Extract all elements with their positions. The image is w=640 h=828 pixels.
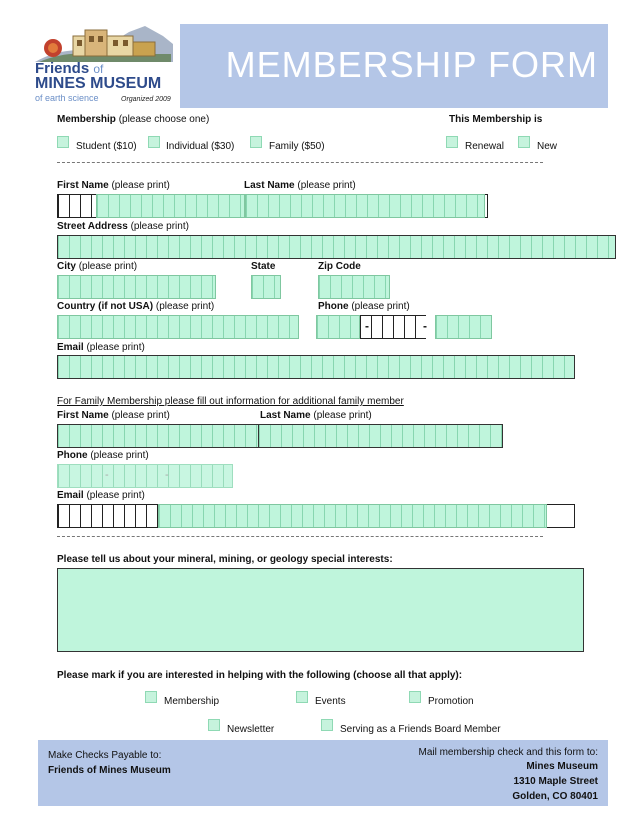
street-input[interactable]	[57, 235, 616, 259]
interests-label: Please tell us about your mineral, mining, or geology special interests:	[57, 554, 393, 565]
checks-label: Make Checks Payable to:	[48, 750, 162, 761]
country-input[interactable]	[57, 315, 299, 339]
membership-label: Membership (please choose one)	[57, 114, 210, 125]
city-input[interactable]	[57, 275, 216, 299]
family-email-input[interactable]	[158, 504, 547, 528]
logo-mines-museum: MINES MUSEUM	[35, 75, 162, 92]
logo-friends: Friends	[35, 60, 90, 77]
family-phone-separator: -	[105, 469, 109, 481]
page-title: MEMBERSHIP FORM	[225, 44, 598, 85]
mail-label: Mail membership check and this form to:	[418, 747, 598, 758]
family-last-name-input[interactable]	[258, 424, 503, 448]
family-last-name-label: Last Name (please print)	[260, 410, 372, 421]
zip-label: Zip Code	[318, 261, 361, 272]
volunteer-membership-checkbox[interactable]	[145, 691, 157, 703]
new-option-label: New	[537, 141, 558, 152]
zip-input[interactable]	[318, 275, 390, 299]
volunteer-label: Please mark if you are interested in helping with the following (choose all that apply):	[57, 670, 463, 681]
renewal-option-label: Renewal	[465, 141, 504, 152]
family-phone-label: Phone (please print)	[57, 450, 149, 461]
logo-of: of	[93, 62, 104, 76]
first-name-input[interactable]	[96, 194, 245, 218]
family-intro: For Family Membership please fill out information for additional family member	[57, 396, 404, 407]
individual-checkbox[interactable]	[148, 136, 160, 148]
volunteer-newsletter-checkbox[interactable]	[208, 719, 220, 731]
family-phone-input[interactable]	[57, 464, 233, 488]
email-input[interactable]	[57, 355, 575, 379]
footer-panel	[38, 740, 608, 806]
name-fields	[57, 194, 488, 218]
phone-prefix-input[interactable]	[382, 315, 426, 339]
phone-line-input[interactable]	[435, 315, 492, 339]
volunteer-promotion-label: Promotion	[428, 696, 474, 707]
country-label: Country (if not USA) (please print)	[57, 301, 215, 312]
individual-option-label: Individual ($30)	[166, 141, 235, 152]
phone-separator: -	[423, 319, 427, 333]
volunteer-membership-label: Membership	[164, 696, 220, 707]
phone-label: Phone (please print)	[318, 301, 410, 312]
volunteer-board-label: Serving as a Friends Board Member	[340, 724, 501, 735]
phone-area-input[interactable]	[316, 315, 360, 339]
family-first-name-input[interactable]	[57, 424, 259, 448]
student-checkbox[interactable]	[57, 136, 69, 148]
membership-status-label: This Membership is	[449, 114, 543, 125]
phone-input-group	[316, 315, 492, 339]
family-email-label: Email (please print)	[57, 490, 145, 501]
family-phone-separator: -	[165, 469, 169, 481]
family-option-label: Family ($50)	[269, 141, 325, 152]
student-option-label: Student ($10)	[76, 141, 137, 152]
family-email-box	[57, 504, 575, 528]
phone-separator: -	[365, 319, 369, 333]
divider	[57, 536, 543, 537]
mail-city: Golden, CO 80401	[512, 791, 598, 802]
logo	[33, 22, 173, 104]
new-checkbox[interactable]	[518, 136, 530, 148]
checks-payee: Friends of Mines Museum	[48, 765, 171, 776]
interests-textarea[interactable]	[57, 568, 584, 652]
state-label: State	[251, 261, 276, 272]
volunteer-promotion-checkbox[interactable]	[409, 691, 421, 703]
email-label: Email (please print)	[57, 342, 145, 353]
street-label: Street Address (please print)	[57, 221, 189, 232]
last-name-input[interactable]	[245, 194, 485, 218]
city-label: City (please print)	[57, 261, 138, 272]
logo-subtitle: of earth science	[35, 93, 99, 103]
volunteer-board-checkbox[interactable]	[321, 719, 333, 731]
logo-organized: Organized 2009	[121, 96, 171, 103]
divider	[57, 162, 543, 163]
renewal-checkbox[interactable]	[446, 136, 458, 148]
header-banner	[180, 24, 608, 108]
state-input[interactable]	[251, 275, 281, 299]
museum-building-icon	[33, 22, 173, 64]
mail-street: 1310 Maple Street	[513, 776, 598, 787]
volunteer-newsletter-label: Newsletter	[227, 724, 275, 735]
mail-name: Mines Museum	[526, 761, 598, 772]
last-name-label: Last Name (please print)	[244, 180, 356, 191]
family-first-name-label: First Name (please print)	[57, 410, 170, 421]
family-checkbox[interactable]	[250, 136, 262, 148]
volunteer-events-label: Events	[315, 696, 346, 707]
volunteer-events-checkbox[interactable]	[296, 691, 308, 703]
first-name-label: First Name (please print)	[57, 180, 170, 191]
